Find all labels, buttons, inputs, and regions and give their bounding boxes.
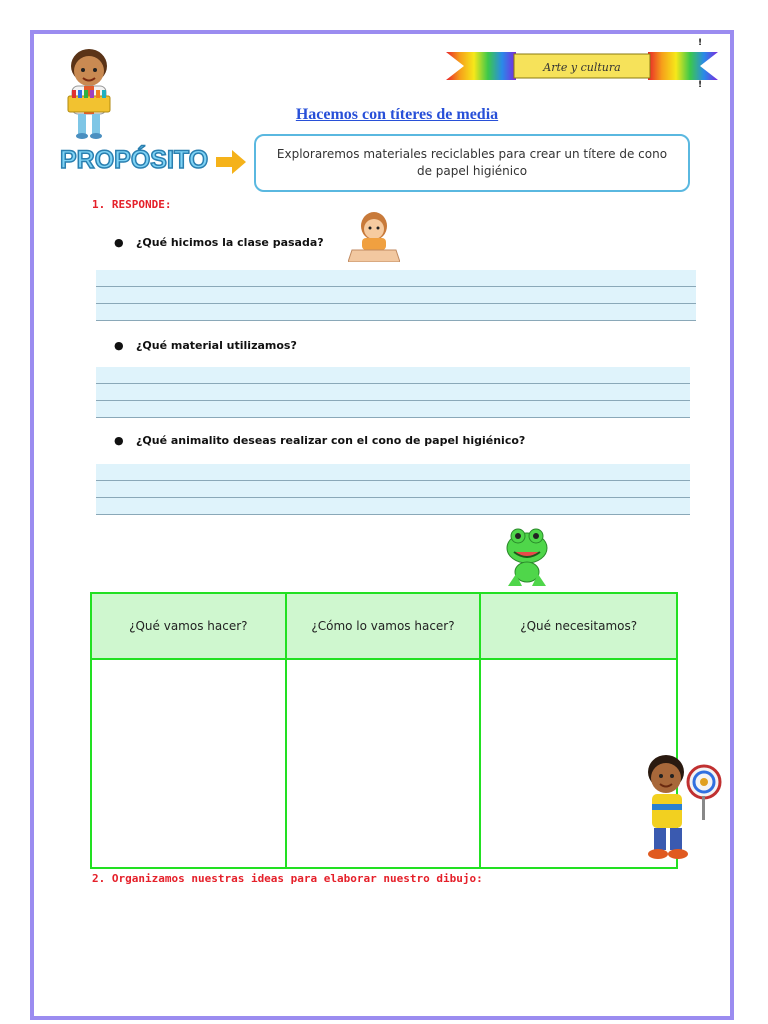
question-item <box>114 236 324 249</box>
answer-lines[interactable] <box>96 367 690 418</box>
page-title: Hacemos con títeres de media <box>295 106 499 123</box>
question-text: ¿Qué material utilizamos? <box>136 339 297 352</box>
table-cell[interactable] <box>92 660 287 867</box>
bullet-icon: ● <box>114 236 124 249</box>
arrow-right-icon <box>216 150 246 174</box>
girl-writing-illustration <box>348 208 400 262</box>
purpose-text: Exploraremos materiales reciclables para crear un títere de cono de papel higiénico <box>276 147 668 178</box>
frog-illustration <box>502 528 552 590</box>
question-item <box>114 434 525 447</box>
question-text: ¿Qué hicimos la clase pasada? <box>136 236 324 249</box>
question-text: ¿Qué animalito deseas realizar con el cono de papel higiénico? <box>136 434 526 447</box>
table-cell[interactable] <box>287 660 482 867</box>
section-1-label: 1. RESPONDE: <box>92 198 172 211</box>
banner-label: Arte y cultura <box>543 60 621 74</box>
question-item <box>114 339 297 352</box>
answer-line[interactable] <box>96 287 696 304</box>
answer-lines[interactable] <box>96 464 690 515</box>
answer-line[interactable] <box>96 384 690 401</box>
corner-mark: ! <box>698 38 703 48</box>
answer-line[interactable] <box>96 367 690 384</box>
corner-mark: ! <box>698 80 703 90</box>
answer-line[interactable] <box>96 481 690 498</box>
boy-with-lollipop-illustration <box>636 746 726 864</box>
table-header: ¿Qué vamos hacer? <box>92 594 287 660</box>
kid-with-crayons-illustration <box>56 44 122 140</box>
bullet-icon: ● <box>114 434 124 447</box>
bullet-icon: ● <box>114 339 124 352</box>
answer-line[interactable] <box>96 270 696 287</box>
planning-table <box>90 592 678 869</box>
proposito-label: PROPÓSITO <box>60 146 209 174</box>
purpose-box <box>254 134 690 192</box>
answer-line[interactable] <box>96 464 690 481</box>
answer-line[interactable] <box>96 498 690 515</box>
table-header: ¿Cómo lo vamos hacer? <box>287 594 482 660</box>
answer-line[interactable] <box>96 304 696 321</box>
answer-lines[interactable] <box>96 270 696 321</box>
answer-line[interactable] <box>96 401 690 418</box>
section-2-label: 2. Organizamos nuestras ideas para elaborar nuestro dibujo: <box>92 872 483 885</box>
table-header: ¿Qué necesitamos? <box>481 594 676 660</box>
